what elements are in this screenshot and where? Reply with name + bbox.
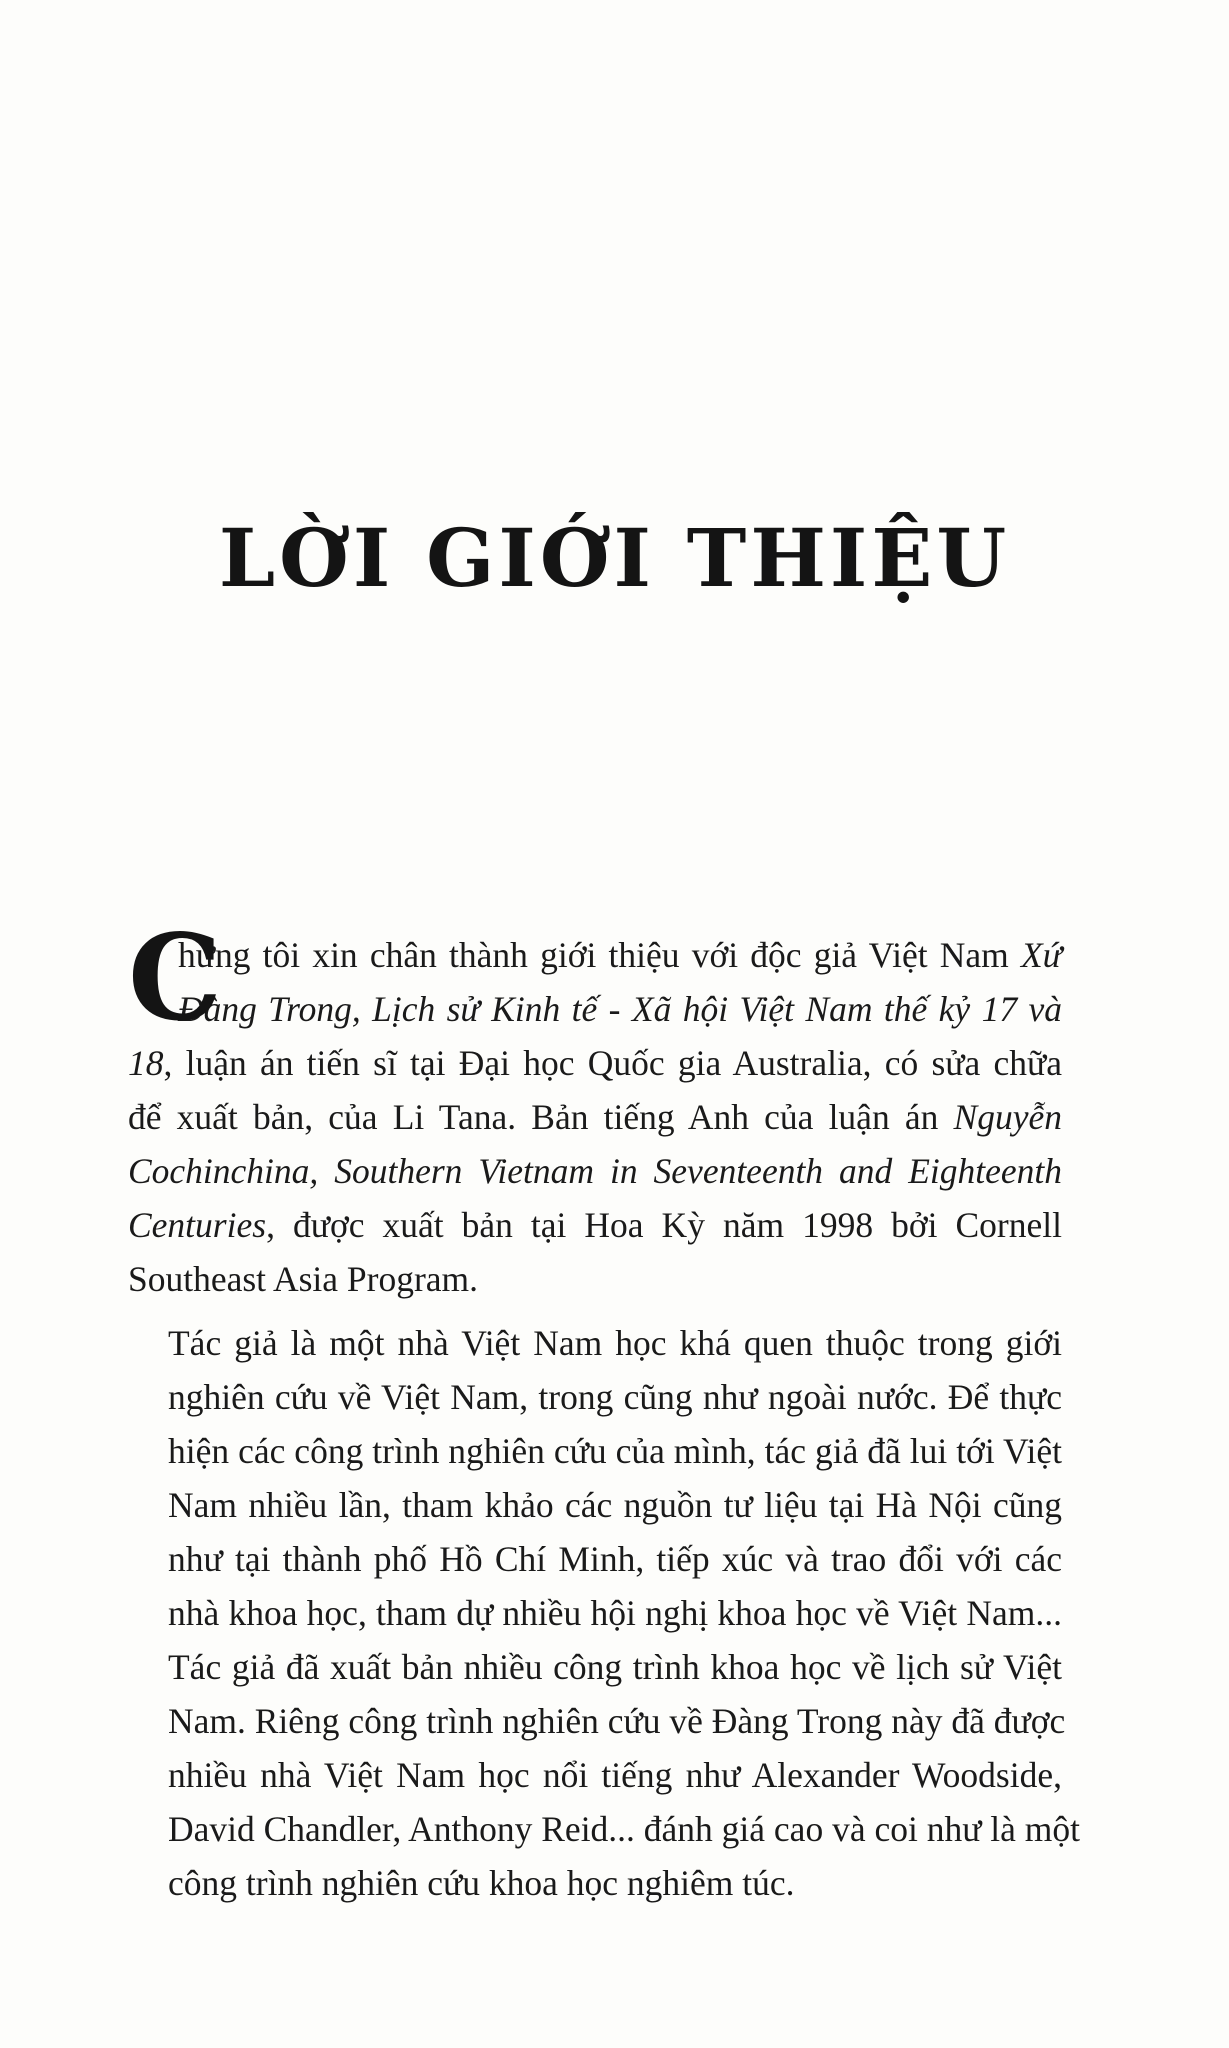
paragraph-2-line-11: công trình nghiên cứu khoa học nghiêm túc.: [168, 1863, 795, 1903]
paragraph-1-line-3: 18, luận án tiến sĩ tại Đại học Quốc gia Australia, có sửa chữa: [128, 1043, 1062, 1083]
drop-cap: C: [128, 908, 222, 1047]
paragraph-2-line-3: hiện các công trình nghiên cứu của mình, tác giả đã lui tới Việt: [168, 1431, 1062, 1471]
paragraph-2-line-10: David Chandler, Anthony Reid... đánh giá cao và coi như là một: [168, 1809, 1081, 1849]
paragraph-1-line-2: Đàng Trong, Lịch sử Kinh tế - Xã hội Việt Nam thế kỷ 17 và: [178, 989, 1062, 1029]
paragraph-2-line-6: nhà khoa học, tham dự nhiều hội nghị khoa học về Việt Nam...: [168, 1593, 1062, 1633]
paragraph-2-line-5: như tại thành phố Hồ Chí Minh, tiếp xúc và trao đổi với các: [168, 1539, 1062, 1579]
paragraph-1-line-7: Southeast Asia Program.: [128, 1259, 479, 1299]
paragraph-2-line-7: Tác giả đã xuất bản nhiều công trình khoa học về lịch sử Việt: [168, 1647, 1062, 1687]
paragraph-1-line-4: để xuất bản, của Li Tana. Bản tiếng Anh của luận án Nguyễn: [128, 1097, 1062, 1137]
paragraph-2-line-2: nghiên cứu về Việt Nam, trong cũng như ngoài nước. Để thực: [168, 1377, 1062, 1417]
paragraph-2: [128, 1316, 1081, 1910]
body-text: [128, 908, 1081, 1910]
paragraph-2-line-1: Tác giả là một nhà Việt Nam học khá quen thuộc trong giới: [168, 1323, 1062, 1363]
paragraph-1: [128, 908, 1062, 1306]
paragraph-1-line-1: hứng tôi xin chân thành giới thiệu với độc giả Việt Nam Xứ: [178, 935, 1062, 975]
paragraph-2-line-4: Nam nhiều lần, tham khảo các nguồn tư liệu tại Hà Nội cũng: [168, 1485, 1062, 1525]
paragraph-2-line-8: Nam. Riêng công trình nghiên cứu về Đàng Trong này đã được: [168, 1701, 1066, 1741]
paragraph-1-line-6: Centuries, được xuất bản tại Hoa Kỳ năm 1998 bởi Cornell: [128, 1205, 1062, 1245]
paragraph-2-line-9: nhiều nhà Việt Nam học nổi tiếng như Alexander Woodside,: [168, 1755, 1062, 1795]
chapter-heading: LỜI GIỚI THIỆU: [218, 511, 1011, 605]
paragraph-1-line-5: Cochinchina, Southern Vietnam in Seventeenth and Eighteenth: [128, 1151, 1062, 1191]
